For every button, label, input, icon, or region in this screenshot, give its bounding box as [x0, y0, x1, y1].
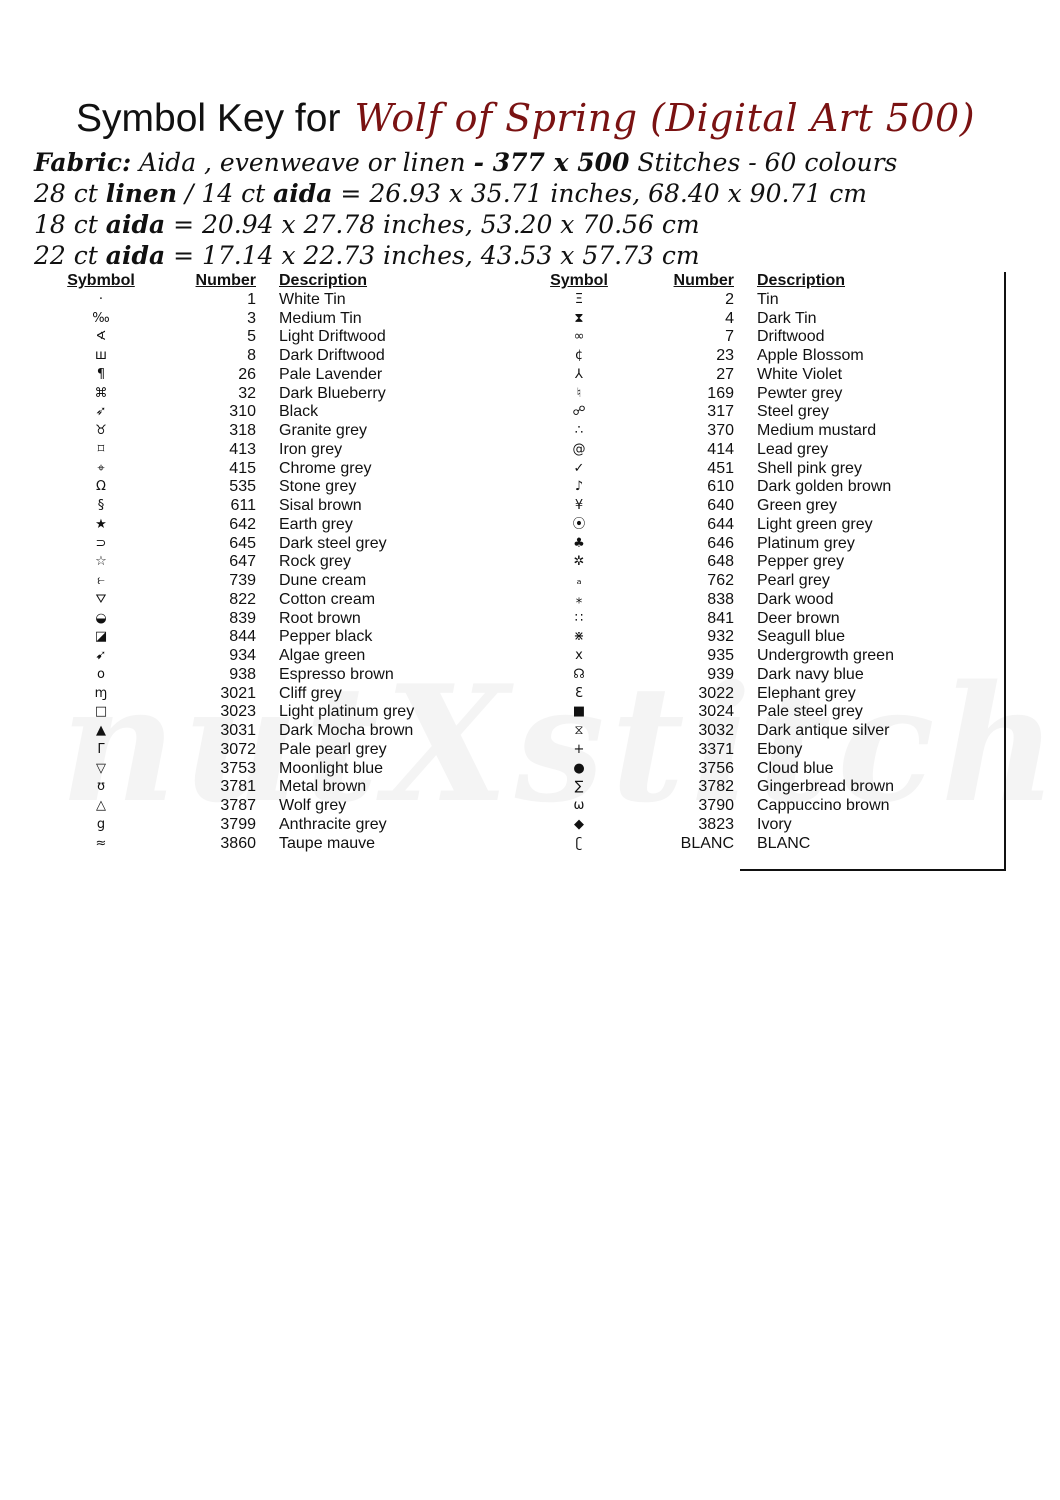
number-cell: 3 — [247, 309, 256, 327]
symbol-cell: □ — [94, 704, 108, 720]
table-row — [518, 703, 977, 722]
number-cell: 4 — [725, 309, 734, 327]
description-cell: Tin — [757, 290, 779, 308]
table-row — [518, 328, 977, 347]
number-cell: 935 — [707, 647, 734, 664]
number-cell: 644 — [707, 515, 734, 533]
description-cell: Stone grey — [279, 478, 357, 496]
number-cell: 839 — [229, 609, 256, 627]
number-cell: 610 — [707, 478, 734, 496]
symbol-cell: ⅄ — [575, 366, 583, 382]
table-row — [518, 422, 977, 441]
table-row — [518, 628, 977, 647]
header-description: Description — [279, 272, 368, 289]
symbol-cell: o — [97, 666, 105, 682]
symbol-cell: ∑ — [574, 779, 584, 795]
symbol-cell: ₐ — [576, 573, 582, 588]
symbol-cell: ⁎ — [575, 591, 583, 607]
number-cell: 3860 — [220, 834, 256, 852]
fabric-type: aida — [273, 179, 333, 208]
description-cell: Pale pearl grey — [279, 740, 387, 758]
description-cell: Pewter grey — [757, 384, 843, 402]
description-cell: Espresso brown — [279, 665, 394, 683]
symbol-cell: ⦿ — [572, 516, 586, 532]
number-cell: 310 — [229, 403, 256, 421]
symbol-cell: ◪ — [94, 629, 108, 645]
symbol-cell: § — [97, 498, 105, 513]
description-cell: Elephant grey — [757, 684, 856, 702]
symbol-cell: ω — [573, 798, 585, 813]
symbol-cell: ¶ — [96, 366, 106, 382]
table-row — [518, 666, 977, 685]
description-cell: Driftwood — [757, 328, 825, 346]
symbol-cell: ⧗ — [574, 310, 584, 326]
description-cell: Anthracite grey — [279, 815, 387, 833]
symbol-cell: ➹ — [95, 648, 107, 663]
symbol-cell: Ω — [96, 479, 106, 495]
stitch-colours: Stitches - 60 colours — [629, 148, 898, 177]
symbol-cell: ♮ — [576, 385, 582, 401]
description-cell: Chrome grey — [279, 459, 372, 477]
table-row — [40, 385, 519, 404]
table-row — [518, 347, 977, 366]
description-cell: Pale steel grey — [757, 703, 863, 721]
symbol-cell: + — [573, 741, 585, 757]
table-row — [40, 797, 519, 816]
symbol-cell: ♪ — [574, 479, 584, 495]
table-row — [40, 291, 519, 310]
symbol-cell: ♉ — [95, 423, 107, 438]
description-cell: Apple Blossom — [757, 347, 864, 364]
description-cell: Dark Driftwood — [279, 347, 385, 364]
number-cell: 3787 — [220, 797, 256, 814]
number-cell: 3756 — [698, 759, 734, 777]
description-cell: Shell pink grey — [757, 459, 862, 477]
symbol-cell: ⌑ — [97, 441, 105, 457]
number-cell: 640 — [707, 497, 734, 514]
description-cell: Pearl grey — [757, 572, 830, 589]
description-cell: Cappuccino brown — [757, 797, 890, 814]
symbol-cell: ∞ — [573, 329, 585, 345]
description-cell: Sisal brown — [279, 497, 362, 514]
number-cell: 414 — [707, 440, 734, 458]
number-cell: 5 — [247, 328, 256, 346]
number-cell: 3823 — [698, 815, 734, 833]
symbol-cell: ⧖ — [574, 723, 584, 738]
description-cell: Lead grey — [757, 440, 829, 458]
description-cell: Dark golden brown — [757, 478, 892, 496]
description-cell: Dune cream — [279, 572, 367, 589]
table-row — [40, 310, 519, 329]
description-cell: Wolf grey — [279, 797, 347, 814]
size-22ct — [34, 241, 700, 270]
border-horizontal — [740, 869, 1006, 871]
header-symbol: Sybmbol — [67, 272, 135, 289]
description-cell: Metal brown — [279, 778, 367, 796]
description-cell: Undergrowth green — [757, 647, 894, 664]
size-text: / 14 ct — [177, 179, 274, 208]
size-text: = 26.93 x 35.71 inches, 68.40 x 90.71 cm — [332, 179, 867, 208]
number-cell: 2 — [725, 290, 734, 308]
description-cell: Light platinum grey — [279, 703, 415, 721]
description-cell: Cliff grey — [279, 684, 342, 702]
symbol-cell: ✲ — [573, 554, 585, 570]
size-text: = 20.94 x 27.78 inches, 53.20 x 70.56 cm — [165, 210, 700, 239]
symbol-cell: ☍ — [572, 404, 586, 420]
number-cell: 451 — [707, 459, 734, 477]
fabric-type: aida — [105, 210, 166, 239]
table-row — [40, 572, 519, 591]
symbol-cell: Γ — [97, 741, 105, 757]
symbol-cell: ≈ — [95, 835, 107, 851]
description-cell: Deer brown — [757, 609, 840, 627]
table-row — [40, 647, 519, 666]
symbol-table-right — [518, 272, 977, 853]
table-row — [518, 741, 977, 760]
description-cell: Platinum grey — [757, 534, 855, 552]
symbol-cell: ⥼ — [97, 573, 105, 588]
table-row — [40, 722, 519, 741]
number-cell: 3799 — [220, 815, 256, 833]
symbol-table-left — [40, 272, 519, 853]
fabric-label: Fabric: — [34, 148, 132, 177]
header-number: Number — [195, 272, 256, 289]
table-row — [518, 722, 977, 741]
description-cell: Black — [279, 403, 319, 421]
symbol-cell: ▽ — [96, 760, 106, 776]
symbol-cell: ¥ — [574, 498, 584, 513]
table-row — [40, 366, 519, 385]
number-cell: 415 — [229, 459, 256, 477]
symbol-cell: Ɛ — [575, 685, 583, 701]
table-row — [40, 760, 519, 779]
symbol-cell: ▲ — [96, 723, 106, 738]
number-cell: 3022 — [698, 684, 734, 702]
number-cell: 647 — [229, 553, 256, 571]
description-cell: Granite grey — [279, 422, 368, 439]
description-cell: White Violet — [757, 365, 843, 383]
description-cell: BLANC — [757, 834, 811, 852]
size-text: 22 ct — [34, 241, 106, 270]
description-cell: Earth grey — [279, 515, 353, 533]
table-row — [518, 816, 977, 835]
symbol-cell: Ξ — [574, 291, 584, 307]
number-cell: 3021 — [220, 684, 256, 702]
description-cell: Dark steel grey — [279, 534, 387, 552]
symbol-cell: ɱ — [94, 685, 108, 701]
number-cell: 838 — [707, 590, 734, 608]
table-row — [40, 347, 519, 366]
header-symbol: Symbol — [550, 272, 608, 289]
symbol-cell: ⋇ — [573, 629, 585, 645]
description-cell: Seagull blue — [757, 628, 846, 646]
table-row — [518, 535, 977, 554]
symbol-cell: ⌘ — [94, 385, 108, 401]
table-row — [518, 572, 977, 591]
description-cell: Steel grey — [757, 403, 830, 421]
table-row — [518, 591, 977, 610]
number-cell: 3024 — [698, 703, 734, 721]
number-cell: 3023 — [220, 703, 256, 721]
size-text: = 17.14 x 22.73 inches, 43.53 x 57.73 cm — [165, 241, 700, 270]
size-28ct — [34, 179, 867, 208]
fabric-type: linen — [105, 179, 178, 208]
number-cell: 535 — [229, 478, 256, 496]
number-cell: 3782 — [698, 778, 734, 796]
number-cell: 3781 — [220, 778, 256, 796]
table-body-right — [518, 291, 977, 854]
description-cell: Green grey — [757, 497, 838, 514]
page-title — [76, 96, 975, 152]
symbol-cell: ‰ — [92, 310, 110, 326]
table-header-row — [518, 272, 977, 291]
table-row — [40, 703, 519, 722]
title-prefix: Symbol Key for — [76, 97, 341, 140]
number-cell: 3753 — [220, 759, 256, 777]
number-cell: BLANC — [680, 834, 734, 852]
table-row — [40, 441, 519, 460]
number-cell: 169 — [707, 384, 734, 402]
table-row — [518, 403, 977, 422]
table-row — [40, 403, 519, 422]
symbol-cell: ✓ — [573, 460, 585, 476]
number-cell: 8 — [247, 347, 256, 364]
table-row — [40, 685, 519, 704]
table-row — [518, 553, 977, 572]
symbol-cell: ∷ — [574, 610, 584, 626]
number-cell: 611 — [230, 497, 256, 514]
number-cell: 844 — [229, 628, 256, 646]
size-text: 18 ct — [34, 210, 106, 239]
symbol-cell: ♣ — [573, 535, 585, 551]
description-cell: Dark antique silver — [757, 722, 890, 739]
table-row — [40, 553, 519, 572]
number-cell: 318 — [229, 422, 256, 439]
table-row — [518, 291, 977, 310]
table-row — [40, 628, 519, 647]
dash: - — [473, 148, 493, 177]
symbol-cell: ʊ — [96, 779, 106, 795]
number-cell: 3790 — [698, 797, 734, 814]
symbol-cell: ◆ — [574, 816, 584, 832]
symbol-cell: ш — [95, 348, 107, 363]
description-cell: Cloud blue — [757, 759, 834, 777]
description-cell: Cotton cream — [279, 590, 376, 608]
symbol-cell: ∴ — [574, 423, 584, 438]
table-row — [518, 610, 977, 629]
table-row — [40, 835, 519, 854]
number-cell: 841 — [707, 609, 734, 627]
description-cell: Root brown — [279, 609, 361, 627]
table-row — [518, 516, 977, 535]
number-cell: 648 — [707, 553, 734, 571]
table-row — [518, 797, 977, 816]
table-row — [40, 460, 519, 479]
table-row — [518, 478, 977, 497]
number-cell: 27 — [716, 365, 734, 383]
number-cell: 642 — [229, 515, 256, 533]
symbol-cell: ⌖ — [97, 460, 105, 476]
fabric-text: Aida , evenweave or linen — [131, 148, 474, 177]
table-row — [518, 310, 977, 329]
number-cell: 413 — [229, 440, 256, 458]
description-cell: Moonlight blue — [279, 759, 384, 777]
number-cell: 317 — [707, 403, 734, 421]
symbol-cell: x — [575, 648, 583, 663]
symbol-cell: ∢ — [95, 329, 107, 345]
table-row — [40, 422, 519, 441]
symbol-cell: ● — [573, 760, 585, 776]
symbol-cell: △ — [96, 798, 106, 813]
table-row — [40, 328, 519, 347]
number-cell: 7 — [725, 328, 734, 346]
table-row — [40, 591, 519, 610]
symbol-cell: @ — [572, 441, 586, 457]
description-cell: Dark Tin — [757, 309, 817, 327]
number-cell: 932 — [707, 628, 734, 646]
table-row — [518, 441, 977, 460]
number-cell: 934 — [229, 647, 256, 664]
table-row — [40, 478, 519, 497]
table-row — [518, 497, 977, 516]
number-cell: 822 — [229, 590, 256, 608]
table-row — [518, 647, 977, 666]
description-cell: Taupe mauve — [279, 834, 376, 852]
number-cell: 762 — [707, 572, 734, 589]
description-cell: Pale Lavender — [279, 365, 383, 383]
description-cell: Medium mustard — [757, 422, 877, 439]
description-cell: Dark navy blue — [757, 665, 864, 683]
description-cell: Dark wood — [757, 590, 834, 608]
stitch-size: 377 x 500 — [492, 148, 630, 177]
description-cell: Medium Tin — [279, 309, 362, 327]
table-row — [518, 385, 977, 404]
border-vertical — [1004, 272, 1006, 870]
symbol-cell: ⊃ — [95, 535, 107, 551]
table-row — [40, 497, 519, 516]
table-body-left — [40, 291, 519, 854]
symbol-cell: ◒ — [95, 610, 107, 626]
number-cell: 645 — [229, 534, 256, 552]
number-cell: 939 — [707, 665, 734, 683]
number-cell: 32 — [238, 384, 256, 402]
table-header-row — [40, 272, 519, 291]
symbol-cell: ʗ — [575, 835, 583, 851]
description-cell: Light green grey — [757, 515, 873, 533]
fabric-type: aida — [105, 241, 166, 270]
table-row — [518, 366, 977, 385]
table-row — [518, 760, 977, 779]
symbol-cell: ☆ — [95, 554, 107, 570]
description-cell: Pepper black — [279, 628, 373, 646]
table-row — [518, 460, 977, 479]
symbol-cell: ➶ — [95, 404, 107, 420]
symbol-cell: · — [98, 291, 104, 307]
symbol-cell: ★ — [95, 516, 107, 532]
pattern-name: Wolf of Spring (Digital Art 500) — [354, 96, 976, 140]
number-cell: 646 — [707, 534, 734, 552]
number-cell: 23 — [716, 347, 734, 364]
symbol-cell: ⛛ — [95, 591, 107, 607]
header-number: Number — [673, 272, 734, 289]
table-row — [40, 816, 519, 835]
number-cell: 26 — [238, 365, 256, 383]
size-text: 28 ct — [34, 179, 106, 208]
number-cell: 1 — [247, 290, 256, 308]
description-cell: Ivory — [757, 815, 792, 833]
description-cell: Gingerbread brown — [757, 778, 894, 796]
symbol-cell: g — [96, 816, 106, 832]
symbol-cell: ■ — [572, 704, 586, 720]
description-cell: Light Driftwood — [279, 328, 386, 346]
description-cell: Rock grey — [279, 553, 352, 571]
description-cell: Ebony — [757, 740, 803, 758]
number-cell: 938 — [229, 665, 256, 683]
table-row — [518, 835, 977, 854]
number-cell: 3032 — [698, 722, 734, 739]
number-cell: 3072 — [220, 740, 256, 758]
description-cell: Algae green — [279, 647, 366, 664]
fabric-info — [34, 148, 897, 177]
symbol-cell: ☊ — [573, 666, 585, 682]
table-row — [518, 685, 977, 704]
number-cell: 3371 — [698, 740, 734, 758]
description-cell: Iron grey — [279, 440, 343, 458]
description-cell: Dark Mocha brown — [279, 722, 414, 739]
number-cell: 739 — [229, 572, 256, 589]
number-cell: 3031 — [220, 722, 256, 739]
header-description: Description — [757, 272, 846, 289]
table-row — [40, 741, 519, 760]
table-row — [40, 666, 519, 685]
description-cell: Pepper grey — [757, 553, 845, 571]
table-row — [40, 610, 519, 629]
symbol-cell: ¢ — [574, 348, 584, 363]
number-cell: 370 — [707, 422, 734, 439]
table-row — [40, 535, 519, 554]
description-cell: Dark Blueberry — [279, 384, 386, 402]
table-row — [40, 778, 519, 797]
table-row — [518, 778, 977, 797]
size-18ct — [34, 210, 700, 239]
description-cell: White Tin — [279, 290, 346, 308]
table-row — [40, 516, 519, 535]
